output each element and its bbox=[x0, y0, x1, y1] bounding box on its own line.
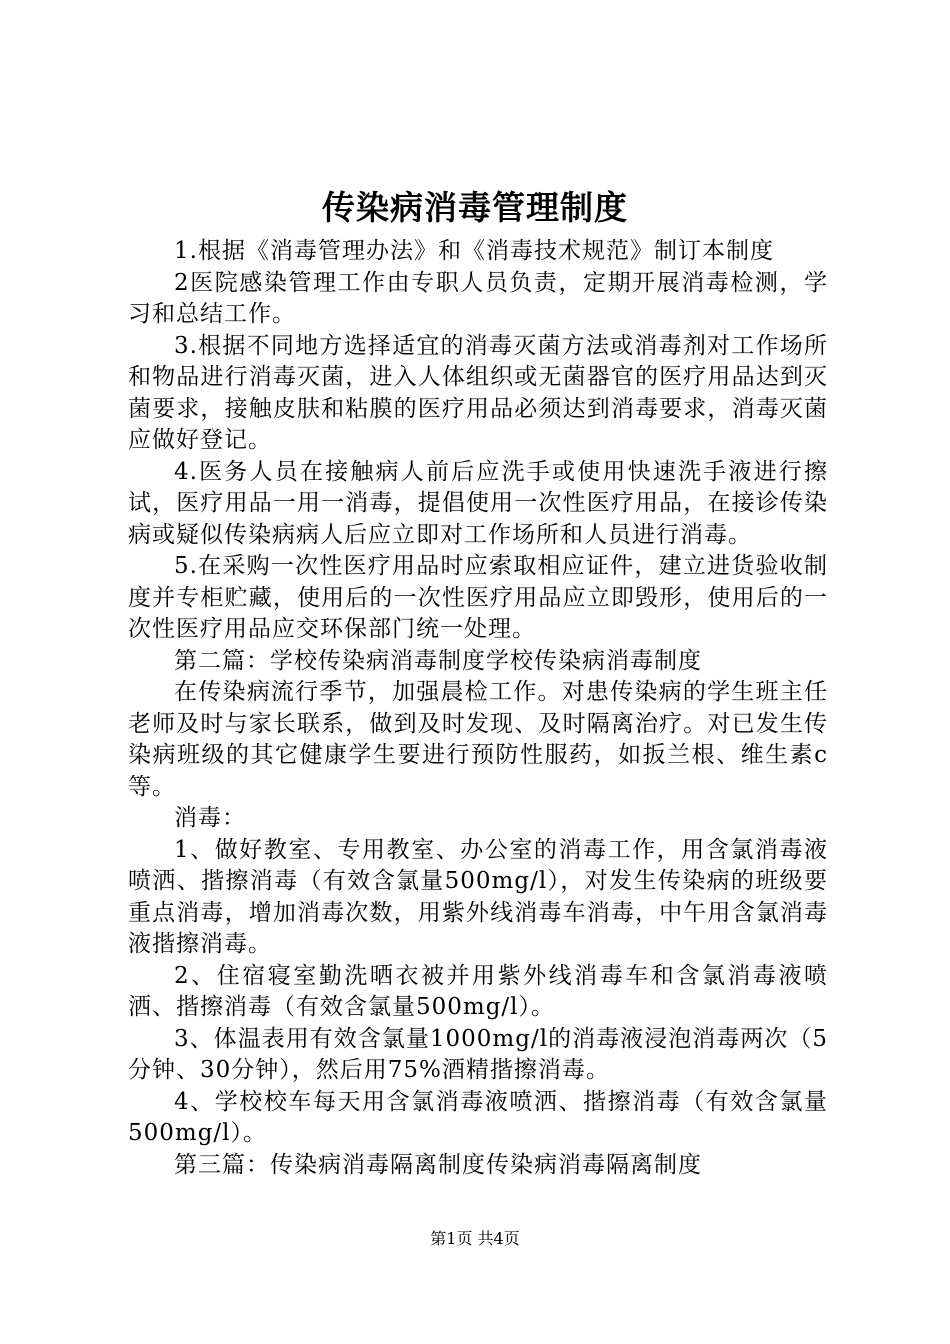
paragraph-1: 1.根据《消毒管理办法》和《消毒技术规范》制订本制度 bbox=[174, 238, 774, 264]
paragraph-4: 4.医务人员在接触病人前后应洗手或使用快速洗手液进行擦试，医疗用品一用一消毒，提倡使用一次性医疗用品，在接诊传染病或疑似传染病病人后应立即对工作场所和人员进行消毒。 bbox=[128, 458, 828, 548]
paragraph-3: 3.根据不同地方选择适宜的消毒灭菌方法或消毒剂对工作场所和物品进行消毒灭菌，进入人体组织或无菌器官的医疗用品达到灭菌要求，接触皮肤和粘膜的医疗用品必须达到消毒要求，消毒灭菌应做好登记。 bbox=[128, 332, 828, 453]
paragraph-6: 在传染病流行季节，加强晨检工作。对患传染病的学生班主任老师及时与家长联系，做到及时发现、及时隔离治疗。对已发生传染病班级的其它健康学生要进行预防性服药，如扳兰根、维生素c等。 bbox=[128, 679, 828, 800]
paragraph-2: 2医院感染管理工作由专职人员负责，定期开展消毒检测，学习和总结工作。 bbox=[128, 269, 828, 327]
section-heading-3: 第三篇：传染病消毒隔离制度传染病消毒隔离制度 bbox=[174, 1151, 702, 1178]
paragraph-10: 4、学校校车每天用含氯消毒液喷洒、揩擦消毒（有效含氯量500mg/l）。 bbox=[128, 1088, 828, 1146]
page-title: 传染病消毒管理制度 bbox=[322, 188, 628, 227]
page-footer: 第1页 共4页 bbox=[430, 1229, 520, 1248]
disinfection-label: 消毒： bbox=[174, 805, 246, 831]
document-body bbox=[128, 236, 828, 1181]
paragraph-5: 5.在采购一次性医疗用品时应索取相应证件，建立进货验收制度并专柜贮藏，使用后的一次性医疗用品应立即毁形，使用后的一次性医疗用品应交环保部门统一处理。 bbox=[128, 553, 828, 642]
section-heading-2: 第二篇：学校传染病消毒制度学校传染病消毒制度 bbox=[174, 647, 702, 674]
paragraph-9: 3、体温表用有效含氯量1000mg/l的消毒液浸泡消毒两次（5分钟、30分钟），然后用75%酒精揩擦消毒。 bbox=[128, 1025, 828, 1083]
paragraph-8: 2、住宿寝室勤洗晒衣被并用紫外线消毒车和含氯消毒液喷洒、揩擦消毒（有效含氯量500mg/l）。 bbox=[128, 962, 828, 1020]
paragraph-7: 1、做好教室、专用教室、办公室的消毒工作，用含氯消毒液喷洒、揩擦消毒（有效含氯量500mg/l），对发生传染病的班级要重点消毒，增加消毒次数，用紫外线消毒车消毒，中午用含氯消毒液揩擦消毒。 bbox=[128, 836, 828, 957]
